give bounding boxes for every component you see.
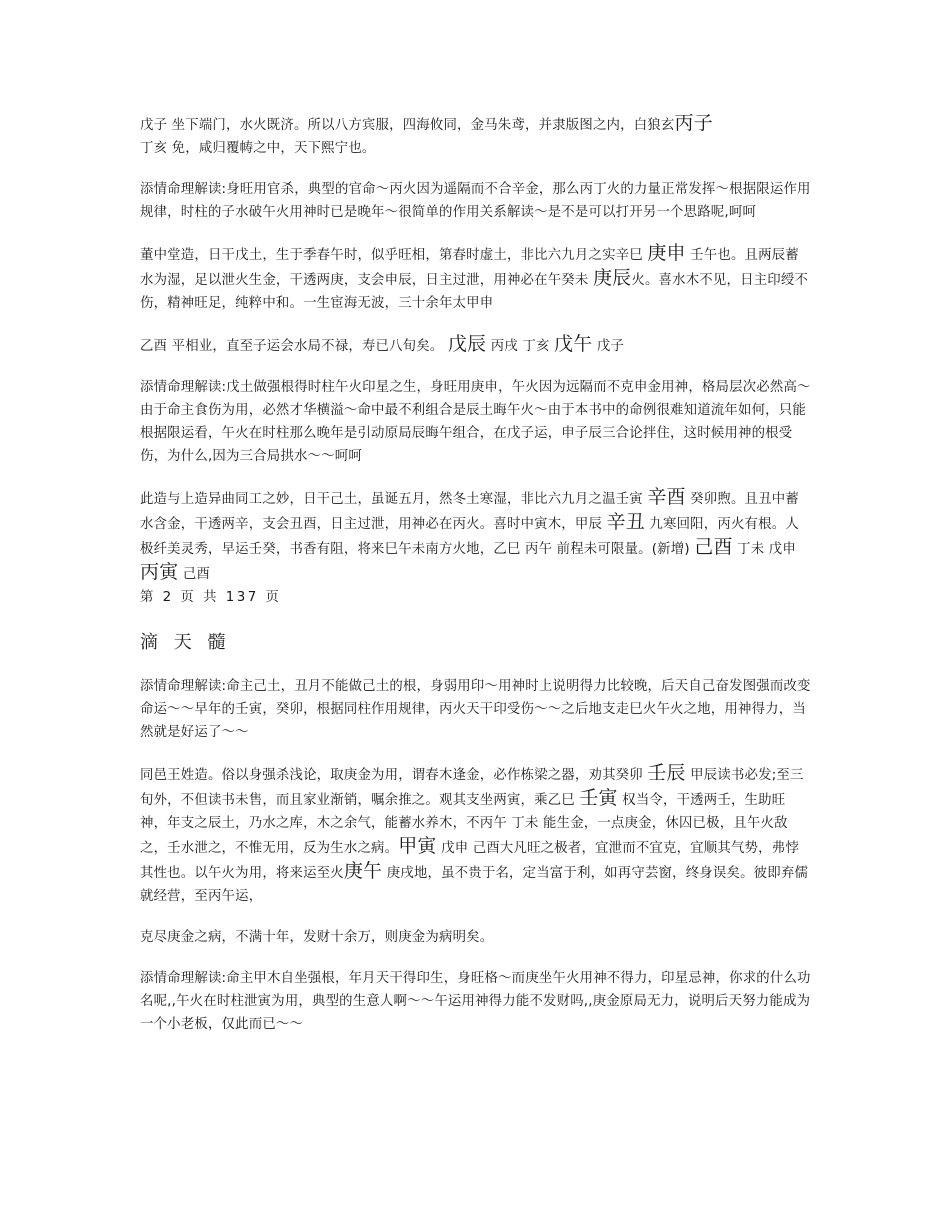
p8-pillar-1: 壬辰 <box>647 762 686 784</box>
p3-text-c: 火。喜水木不见，日主印绶不伤，精神旺足，纯粹中和。一生宦海无波，三十余年太甲申 <box>140 273 809 311</box>
document-page <box>140 112 812 1036</box>
p6-pillar-1: 辛酉 <box>647 486 686 508</box>
p4-pillar-2: 戊午 <box>554 333 593 355</box>
page-number: 第 2 页 共 137 页 <box>140 590 282 605</box>
paragraph-5 <box>140 762 812 908</box>
p1-text-a: 戊子 坐下端门，水火既济。所以八方宾服，四海攸同，金马朱鸢，并隶版图之内，白狼玄 <box>140 118 675 133</box>
p1-text-b: 丁亥 免，咸归覆帱之中，天下熙宁也。 <box>140 141 376 156</box>
p6-pillar-2: 辛丑 <box>606 511 645 533</box>
p8-pillar-3: 甲寅 <box>398 835 437 857</box>
section-title: 滴 天 髓 <box>140 632 231 653</box>
p6-pillar-4: 丙寅 <box>140 561 179 583</box>
commentary-2: 添情命理解读:戊土做强根得时柱午火印星之生，身旺用庚申，午火因为远隔而不克申金用神，格局层次必然高～由于命主食伤为用，必然才华横溢～命中最不利组合是辰土晦午火～由于本书中的命例很难知道流年如何，只能根据限运看，午火在时柱那么晚年是引动原局辰晦午组合，在戊子运，申子辰三合论拌住，这时候用神的根受伤，为什么,因为三合局拱水～～呵呵 <box>140 380 811 464</box>
p8-pillar-2: 壬寅 <box>579 787 618 809</box>
paragraph-2 <box>140 242 812 315</box>
paragraph-1 <box>140 112 812 160</box>
p4-text-b: 丙戌 丁亥 <box>486 339 555 354</box>
commentary-1: 添情命理解读:身旺用官杀，典型的官命～丙火因为遥隔而不合辛金，那么丙丁火的力量正常发挥～根据限运作用规律，时柱的子水破午火用神时已是晚年～很简单的作用关系解读～是不是可以打开另一个思路呢,呵呵 <box>140 182 811 220</box>
commentary-4: 添情命理解读:命主甲木自坐强根，年月天干得印生，身旺格～而庚坐午火用神不得力，印星忌神，你求的什么功名呢,,午火在时柱泄寅为用，典型的生意人啊～～午运用神得力能不发财吗,,庚金原局无力，说明后天努力能成为一个小老板，仅此而已～～ <box>140 971 811 1032</box>
p8-pillar-4: 庚午 <box>343 860 383 882</box>
paragraph-3 <box>140 333 812 358</box>
p8-text-d: 戊申 己酉大凡旺之极者，宜泄而不宜克，宜顺其气势，弗悖其性也。以午火为用，将来运至火 <box>140 841 799 881</box>
p4-text-c: 戊子 <box>592 339 625 354</box>
p3-text-b: 壬午也。且两辰蓄水为湿，足以泄火生金，干透两庚，支会申辰，日主过泄，用神必在午癸未 <box>140 248 799 288</box>
p8-text-a: 同邑王姓造。俗以身强杀浅论，取庚金为用，谓春木逢金，必作栋梁之器，劝其癸卯 <box>140 768 648 783</box>
p3-text-a: 董中堂造，日干戊土，生于季春午时，似乎旺相，第春时虚土，非比六九月之实辛巳 <box>140 248 648 263</box>
p4-pillar-1: 戊辰 <box>447 333 487 355</box>
p4-text-a: 乙酉 平相业，直至子运会水局不禄，寿已八旬矣。 <box>140 339 448 354</box>
p1-pillar-1: 丙子 <box>674 112 713 134</box>
paragraph-6: 克尽庚金之病，不满十年，发财十余万，则庚金为病明矣。 <box>140 930 494 945</box>
p8-text-e: 庚戌地，虽不贵于名，定当富于利，如再守芸窗，终身误矣。彼即弃儒就经营，至丙午运， <box>140 866 809 904</box>
p6-text-e: 己酉 <box>178 567 211 582</box>
p6-text-a: 此造与上造异曲同工之妙，日干己土，虽诞五月，然冬土寒湿，非比六九月之温壬寅 <box>140 492 648 507</box>
paragraph-4 <box>140 486 812 586</box>
p6-text-c: 九寒回阳，丙火有根。人极纤美灵秀，早运壬癸，书香有阻，将来巳午未南方火地，乙巳 丙午 前程未可限量。(新增) <box>140 517 799 557</box>
p6-text-d: 丁未 戊申 <box>732 542 796 557</box>
commentary-3: 添情命理解读:命主己土，丑月不能做己土的根，身弱用印～用神时上说明得力比较晚，后天自己奋发图强而改变命运～～早年的壬寅，癸卯，根据同柱作用规律，丙火天干印受伤～～之后地支走巳火午火之地，用神得力，当然就是好运了～～ <box>140 679 811 740</box>
p6-text-b: 癸卯煦。且丑中蓄水含金，干透两辛，支会丑酉，日主过泄，用神必在丙火。喜时中寅木，甲辰 <box>140 492 799 532</box>
p6-pillar-3: 己酉 <box>694 536 733 558</box>
p3-pillar-2: 庚辰 <box>592 267 632 289</box>
p8-text-c: 权当令，干透两壬，生助旺神，年支之辰土，乃水之库，木之余气，能蓄水养木，不丙午 丁未 能生金，一点庚金，休囚已极，且午火敌之，壬水泄之，不惟无用，反为生水之病。 <box>140 793 788 856</box>
p8-text-b: 甲辰读书必发;至三旬外，不但读书未售，而且家业渐销，嘱余推之。观其支坐两寅，乘乙巳 <box>140 768 804 808</box>
p3-pillar-1: 庚申 <box>647 242 686 264</box>
